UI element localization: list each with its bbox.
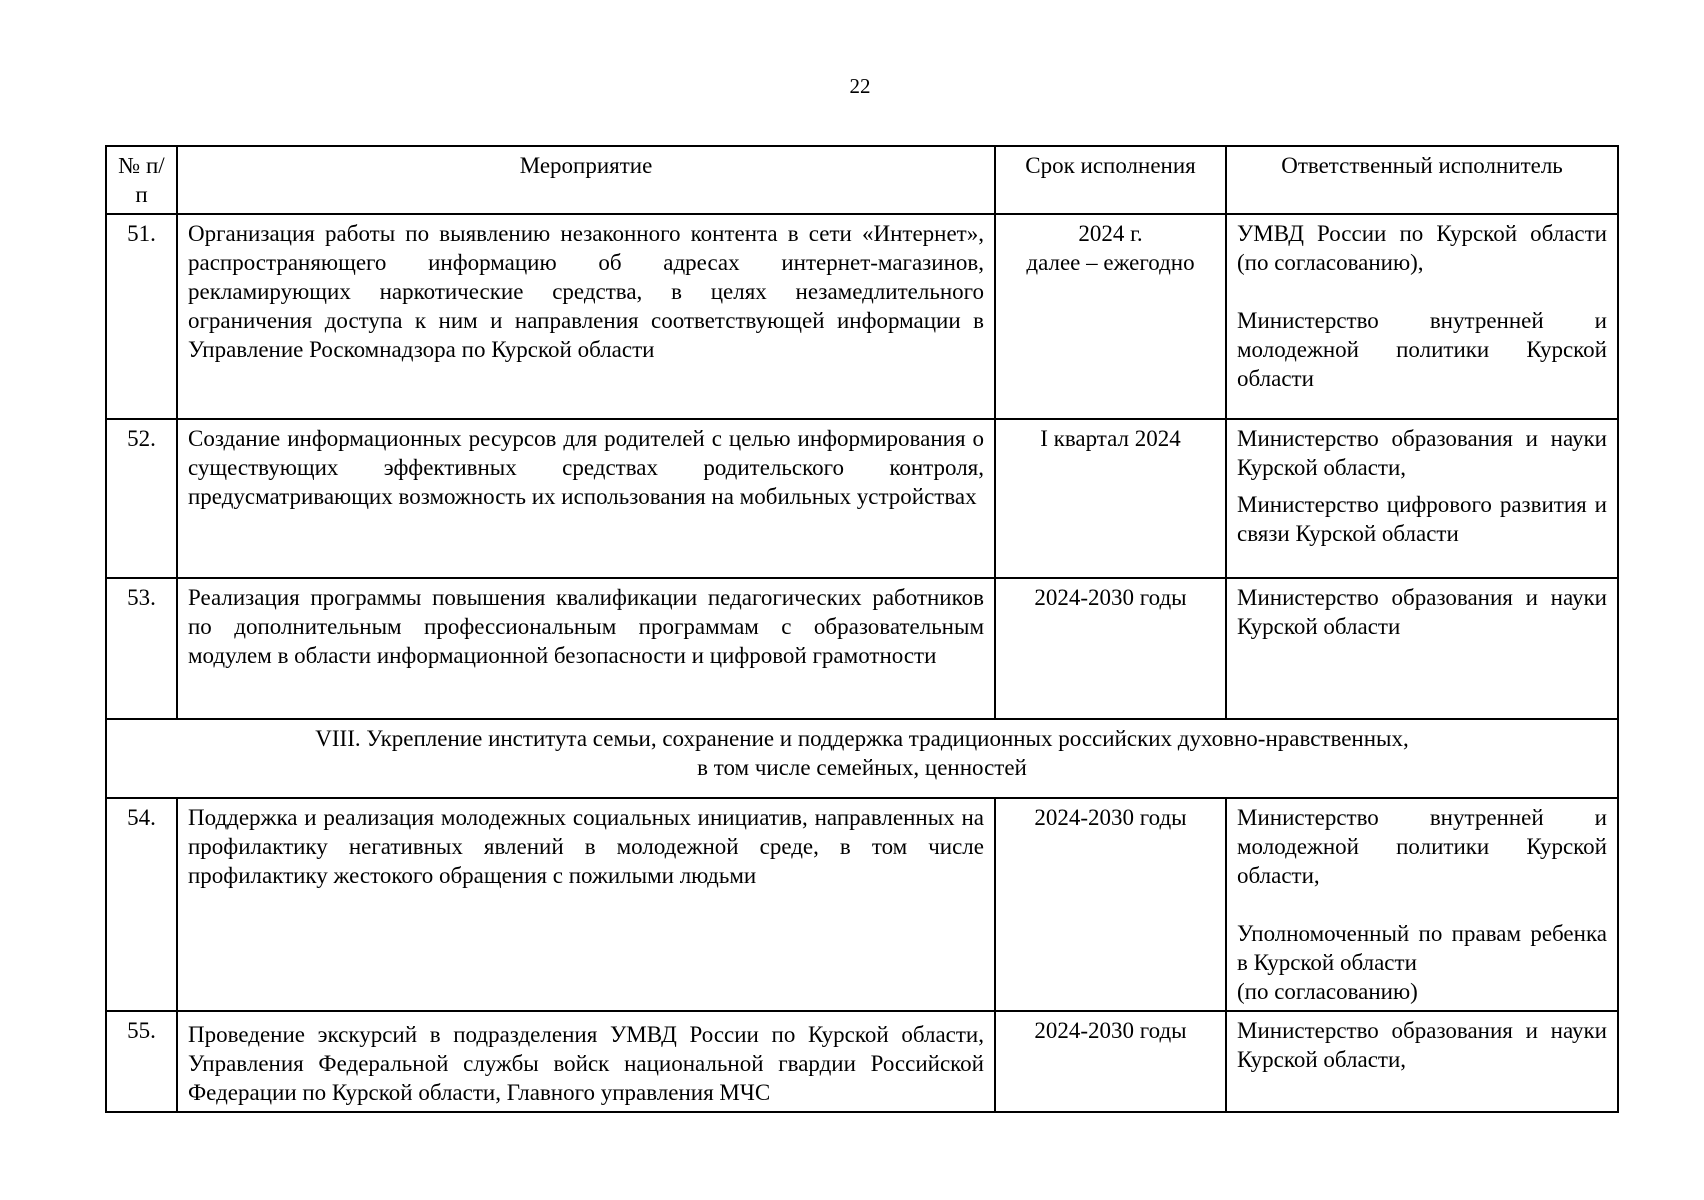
page-number: 22	[849, 74, 871, 98]
row-term	[995, 419, 1226, 578]
responsible-entry-note: (по согласованию)	[1237, 979, 1418, 1004]
row-number: 51.	[106, 214, 177, 419]
term-line: 2024-2030 годы	[1034, 585, 1187, 610]
responsible-entry: Министерство внутренней и молодежной политики Курской области,	[1237, 805, 1607, 888]
term-line: далее – ежегодно	[1026, 250, 1195, 275]
row-term	[995, 578, 1226, 719]
row-term	[995, 798, 1226, 1011]
row-responsible	[1226, 578, 1618, 719]
section-heading-row	[106, 719, 1618, 798]
table-header-row	[106, 146, 1618, 214]
table-row	[106, 214, 1618, 419]
row-event: Реализация программы повышения квалификации педагогических работников по дополнительным профессиональным программам с образовательным модулем в области информационной безопасности и цифровой грамотности	[177, 578, 995, 719]
term-line: I квартал 2024	[1040, 426, 1181, 451]
row-event: Организация работы по выявлению незаконного контента в сети «Интернет», распространяющего информацию об адресах интернет-магазинов, рекламирующих наркотические средства, в целях незамедлительного ограничения доступа к ним и направления соответствующей информации в Управление Роскомнадзора по Курской области	[177, 214, 995, 419]
row-number: 53.	[106, 578, 177, 719]
responsible-entry: Министерство образования и науки Курской области	[1237, 585, 1607, 639]
responsible-entry: Министерство образования и науки Курской области,	[1237, 426, 1607, 480]
row-event: Проведение экскурсий в подразделения УМВД России по Курской области, Управления Федеральной службы войск национальной гвардии Российской Федерации по Курской области, Главного управления МЧС	[177, 1011, 995, 1112]
section-heading-line: в том числе семейных, ценностей	[697, 755, 1027, 780]
header-term: Срок исполнения	[995, 146, 1226, 214]
row-term	[995, 1011, 1226, 1112]
table-row	[106, 578, 1618, 719]
row-event: Поддержка и реализация молодежных социальных инициатив, направленных на профилактику негативных явлений в молодежной среде, в том числе профилактику жестокого обращения с пожилыми людьми	[177, 798, 995, 1011]
responsible-entry: Министерство цифрового развития и связи Курской области	[1237, 492, 1607, 546]
section-heading-line: VIII. Укрепление института семьи, сохранение и поддержка традиционных российских духовно-нравственных,	[315, 726, 1409, 751]
table-row	[106, 419, 1618, 578]
action-plan-table	[105, 145, 1619, 1113]
row-number: 54.	[106, 798, 177, 1011]
row-term	[995, 214, 1226, 419]
responsible-entry: Министерство образования и науки Курской области,	[1237, 1018, 1607, 1072]
responsible-entry: Уполномоченный по правам ребенка в Курской области	[1237, 921, 1607, 975]
header-num: № п/п	[106, 146, 177, 214]
header-event: Мероприятие	[177, 146, 995, 214]
row-responsible	[1226, 419, 1618, 578]
responsible-entry: Министерство внутренней и молодежной политики Курской области	[1237, 308, 1607, 391]
table-row	[106, 798, 1618, 1011]
row-number: 55.	[106, 1011, 177, 1112]
term-line: 2024 г.	[1078, 221, 1143, 246]
row-number: 52.	[106, 419, 177, 578]
header-responsible: Ответственный исполнитель	[1226, 146, 1618, 214]
term-line: 2024-2030 годы	[1034, 805, 1187, 830]
term-line: 2024-2030 годы	[1034, 1018, 1187, 1043]
row-responsible	[1226, 1011, 1618, 1112]
row-responsible	[1226, 214, 1618, 419]
row-event: Создание информационных ресурсов для родителей с целью информирования о существующих эффективных средствах родительского контроля, предусматривающих возможность их использования на мобильных устройствах	[177, 419, 995, 578]
row-responsible	[1226, 798, 1618, 1011]
responsible-entry: УМВД России по Курской области (по согласованию),	[1237, 221, 1607, 275]
section-heading	[106, 719, 1618, 798]
table-row	[106, 1011, 1618, 1112]
